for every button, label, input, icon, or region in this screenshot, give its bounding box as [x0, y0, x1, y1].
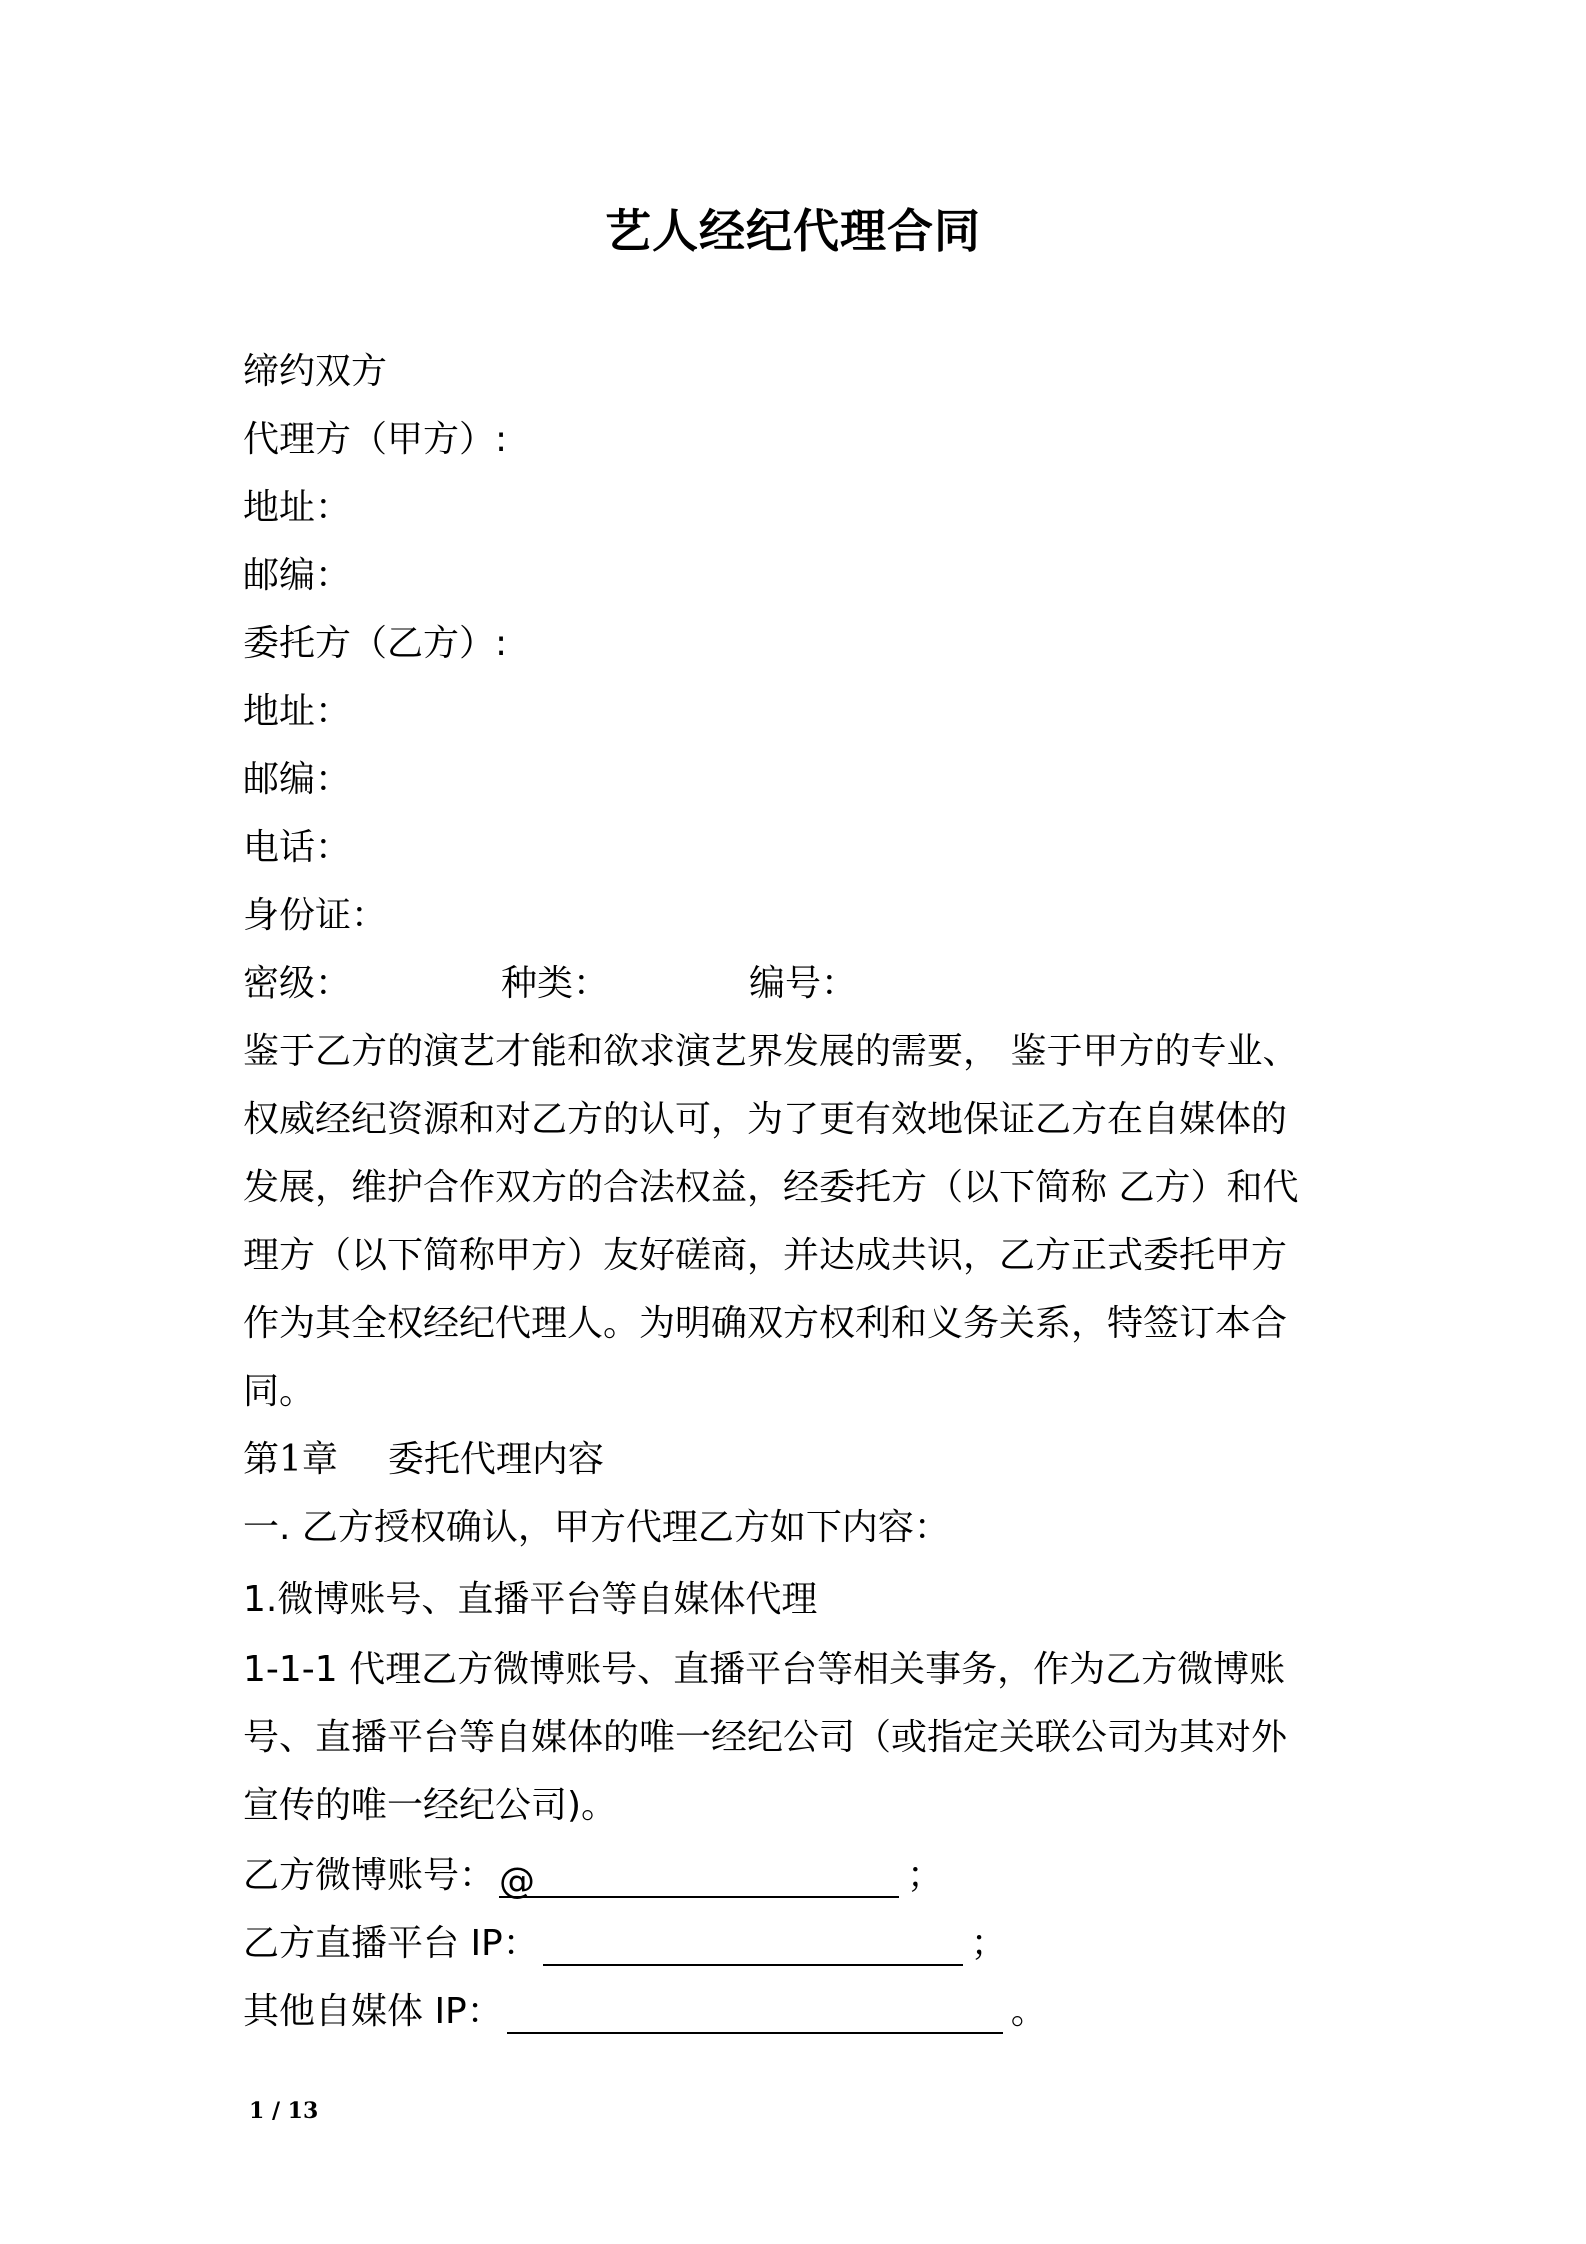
- clause-line: 1-1-1 代理乙方微博账号、直播平台等相关事务，作为乙方微博账: [243, 1649, 1286, 1690]
- number-label: 编号：: [749, 963, 858, 1004]
- preamble-line: 理方（以下简称甲方）友好磋商，并达成共识，乙方正式委托甲方: [243, 1235, 1288, 1276]
- other-end: 。: [1010, 1991, 1047, 2032]
- weibo-end: ；: [907, 1855, 944, 1896]
- live-blank: [543, 1928, 963, 1966]
- category-label: 种类：: [501, 963, 610, 1004]
- page-number: 1 / 13: [249, 2098, 319, 2124]
- agent-postcode-label: 邮编：: [243, 555, 352, 596]
- weibo-field-row: [243, 1854, 944, 1902]
- parties-heading: 缔约双方: [243, 351, 388, 392]
- secrecy-label: 密级：: [243, 963, 352, 1004]
- live-label: 乙方直播平台 IP：: [243, 1923, 539, 1964]
- document-title: 艺人经纪代理合同: [605, 204, 981, 258]
- classification-row: [243, 962, 857, 1006]
- clause-line: 号、直播平台等自媒体的唯一经纪公司（或指定关联公司为其对外: [243, 1717, 1288, 1758]
- live-field-row: [243, 1922, 1007, 1966]
- other-label: 其他自媒体 IP：: [243, 1991, 503, 2032]
- preamble-line: 鉴于乙方的演艺才能和欲求演艺界发展的需要， 鉴于甲方的专业、: [243, 1031, 1299, 1072]
- chapter-title: 委托代理内容: [387, 1439, 604, 1480]
- agent-party-label: 代理方（甲方）:: [243, 419, 508, 460]
- client-postcode-label: 邮编：: [243, 759, 352, 800]
- weibo-prefix: @: [499, 1861, 536, 1902]
- preamble-line: 作为其全权经纪代理人。为明确双方权利和义务关系，特签订本合: [243, 1303, 1288, 1344]
- weibo-blank: [499, 1860, 899, 1902]
- live-end: ；: [970, 1923, 1007, 1964]
- other-blank: [507, 1996, 1003, 2034]
- weibo-label: 乙方微博账号：: [243, 1855, 496, 1896]
- preamble-line: 同。: [243, 1371, 316, 1412]
- subsection-1: 1.微博账号、直播平台等自媒体代理: [243, 1579, 818, 1620]
- other-field-row: [243, 1990, 1047, 2034]
- client-address-label: 地址：: [243, 691, 352, 732]
- id-card-label: 身份证：: [243, 895, 388, 936]
- clause-line: 宣传的唯一经纪公司)。: [243, 1785, 618, 1826]
- phone-label: 电话：: [243, 827, 352, 868]
- chapter-heading: [243, 1438, 604, 1482]
- agent-address-label: 地址：: [243, 487, 352, 528]
- preamble-line: 权威经纪资源和对乙方的认可，为了更有效地保证乙方在自媒体的: [243, 1099, 1288, 1140]
- preamble-line: 发展，维护合作双方的合法权益，经委托方（以下简称 乙方）和代: [243, 1167, 1299, 1208]
- section-one: 一. 乙方授权确认，甲方代理乙方如下内容：: [243, 1507, 950, 1548]
- chapter-number: 第1章: [243, 1439, 338, 1480]
- client-party-label: 委托方（乙方）:: [243, 623, 508, 664]
